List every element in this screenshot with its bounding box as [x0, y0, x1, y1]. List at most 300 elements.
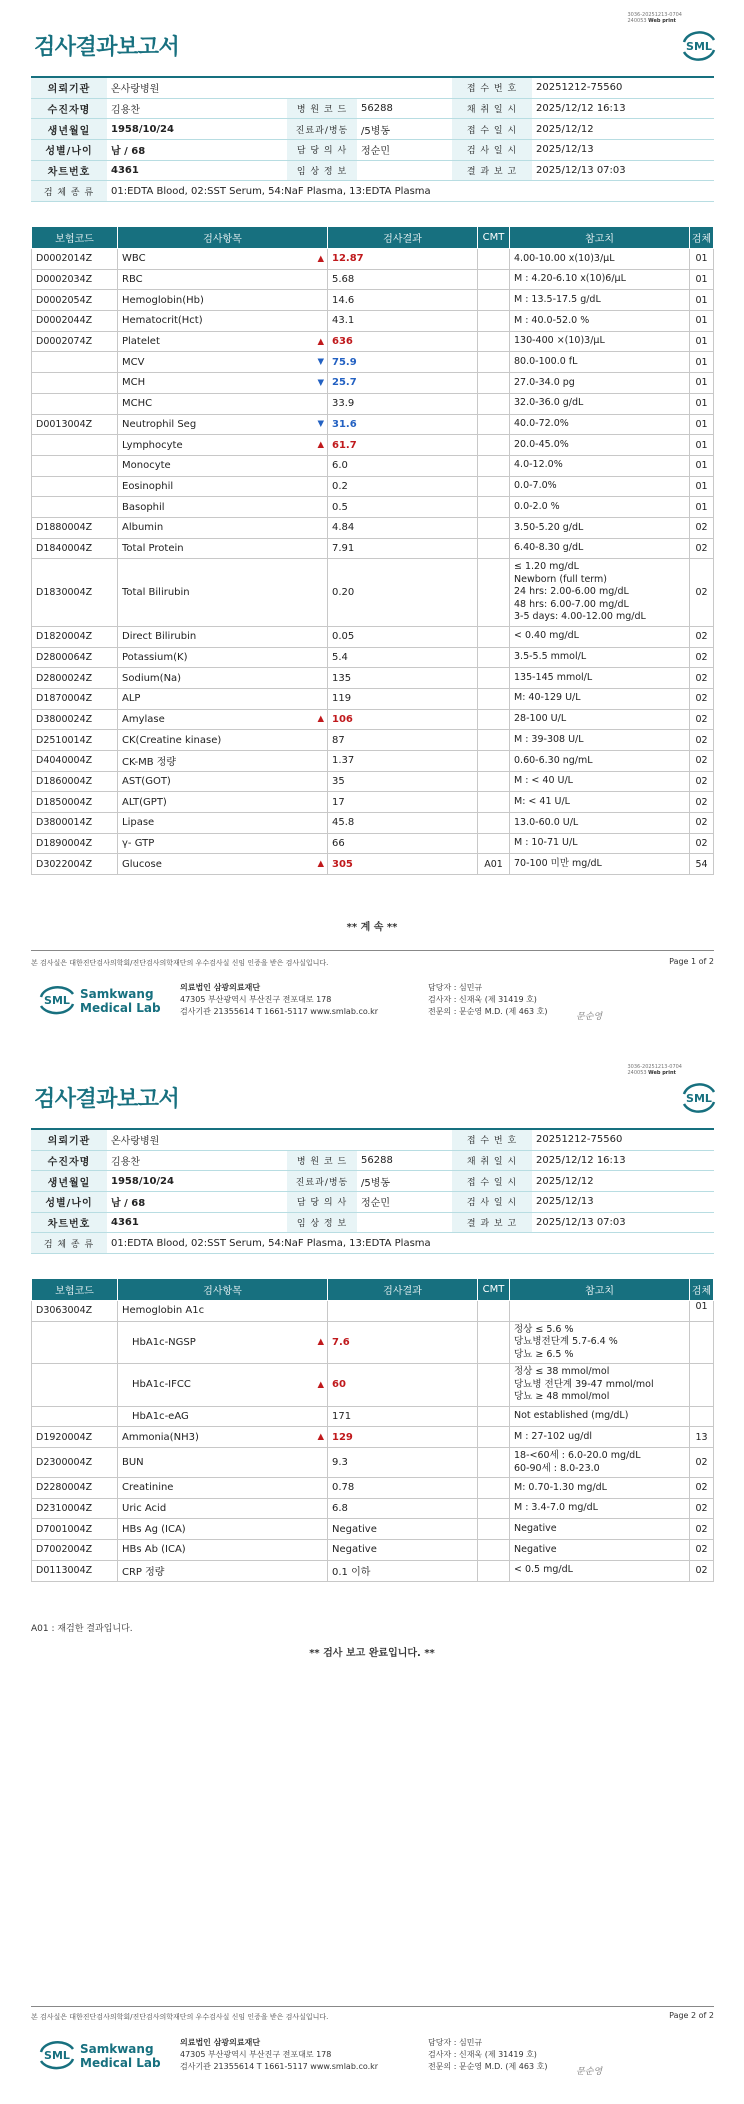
test-item-label: Platelet: [122, 336, 160, 348]
table-row: [32, 331, 714, 352]
test-item: [118, 1498, 328, 1519]
table-row: [32, 771, 714, 792]
table-row: [32, 833, 714, 854]
table-row: [32, 311, 714, 332]
reference-range: < 0.40 mg/dL: [510, 626, 690, 647]
test-item: [118, 709, 328, 730]
test-result: [328, 1301, 478, 1322]
patient-info-table: 의뢰기관 온사랑병원 접 수 번 호 20251212-75560 수진자명 김용찬 병 원 코 드 56288 채 취 일 시 2025/12/12 16:13 생년월일 1958/10/24 진료과/병동 /5병동 접 수 일 시 2025/12/12 성별/나이 남 / 68 담 당 의 사 정순민 검 사 일 시 2025/12/13 차트번호 4361 임 상 정 보 결 과 보 고 2025/12/13 07:03 검 체 종 류 01:EDTA Blood, 02:SST Serum, 54:NaF Plasma, 13:EDTA Plasma: [31, 1128, 714, 1254]
reference-range: 정상 ≤ 5.6 % 당뇨병전단계 5.7-6.4 % 당뇨 ≥ 6.5 %: [510, 1321, 690, 1364]
table-row: [32, 559, 714, 627]
test-item: [118, 1448, 328, 1478]
test-item-label: ALT(GPT): [122, 796, 167, 808]
chart-number: 4361: [107, 1212, 287, 1233]
test-item-label: BUN: [122, 1457, 144, 1469]
reference-range: M: 0.70-1.30 mg/dL: [510, 1478, 690, 1499]
test-item: [118, 688, 328, 709]
report-title: 검사결과보고서: [34, 35, 180, 60]
reference-range: Negative: [510, 1519, 690, 1540]
test-item-label: CRP 정량: [122, 1567, 165, 1579]
reference-range: 4.0-12.0%: [510, 455, 690, 476]
comment-code: [478, 559, 510, 627]
test-item-label: Direct Bilirubin: [122, 631, 197, 643]
test-item-label: Monocyte: [122, 460, 171, 472]
comment-code: [478, 1478, 510, 1499]
reference-range: 0.60-6.30 ng/mL: [510, 750, 690, 771]
lab-name: Samkwang Medical Lab: [80, 987, 161, 1015]
specimen-code: 02: [690, 730, 714, 751]
test-result: 14.6: [328, 290, 478, 311]
comment-code: [478, 1519, 510, 1540]
report-page-2: [0, 1052, 744, 2104]
reference-range: M : < 40 U/L: [510, 771, 690, 792]
specimen-code: 01: [690, 249, 714, 270]
test-result: 305: [328, 854, 478, 875]
specimen-code: 02: [690, 813, 714, 834]
table-row: [32, 1478, 714, 1499]
reference-range: 40.0-72.0%: [510, 414, 690, 435]
test-item-label: HbA1c-eAG: [132, 1411, 189, 1423]
reference-range: M : 39-308 U/L: [510, 730, 690, 751]
certification-note: 본 검사실은 대한진단검사의학회/진단검사의학재단의 우수검사실 신임 인증을 받은 검사실입니다.: [31, 959, 329, 967]
reference-range: 130-400 ×(10)3/μL: [510, 331, 690, 352]
comment-code: [478, 249, 510, 270]
reference-range: 80.0-100.0 fL: [510, 352, 690, 373]
doctor: 정순민: [357, 1192, 452, 1213]
specimen-code: 02: [690, 1560, 714, 1581]
print-code: 3036-20251213-0704 240053 Web print: [627, 12, 682, 24]
test-item: [118, 373, 328, 394]
test-result: 636: [328, 331, 478, 352]
comment-code: [478, 1406, 510, 1427]
table-row: [32, 1406, 714, 1427]
test-item: [118, 833, 328, 854]
reference-range: 0.0-7.0%: [510, 476, 690, 497]
table-row: [32, 709, 714, 730]
insurance-code: [32, 455, 118, 476]
signature: 문순영: [576, 2067, 603, 2077]
table-row: [32, 730, 714, 751]
specimen-code: 02: [690, 1540, 714, 1561]
test-item: [118, 1427, 328, 1448]
comment-code: [478, 1427, 510, 1448]
specimen-code: 02: [690, 709, 714, 730]
insurance-code: D1820004Z: [32, 626, 118, 647]
results-table: 보험코드 검사항목 검사결과 CMT 참고치 검체 D3063004Z Hemoglobin A1c 01 HbA1c-NGSP ▲ 7.6 정상 ≤ 5.6 % 당뇨병전단계 5.7-6.4 % 당뇨 ≥ 6.5 % HbA1c-IFCC ▲ 60 정상 ≤ 38 mmol/mol 당뇨병 전단계 39-47 mmol/mol 당뇨 ≥ 48 mmol/mol HbA1c-eAG 171 Not established (mg/dL) D1920004Z Ammonia(NH3) ▲ 129 M : 27-102 ug/dl 13 D2300004Z BUN 9.3 18-<60세 : 6.0-20.0 mg/dL 60-90세 : 8.0-23.0 02 D2280004Z Creatinine 0.78 M: 0.70-1.30 mg/dL 02 D2310004Z Uric Acid 6.8 M : 3.4-7.0 mg/dL 02 D7001004Z HBs Ag (ICA) Negative Negative 02 D7002004Z HBs Ab (ICA) Negative Negative 02 D0113004Z CRP 정량 0.1 이하 < 0.5 mg/dL 02: [31, 1278, 714, 1582]
reference-range: M : 4.20-6.10 x(10)6/μL: [510, 269, 690, 290]
test-item-label: Basophil: [122, 501, 165, 513]
lab-name: Samkwang Medical Lab: [80, 2042, 161, 2070]
test-result: 119: [328, 688, 478, 709]
test-item: [118, 1540, 328, 1561]
test-result: 0.2: [328, 476, 478, 497]
specimen-code: [690, 1364, 714, 1407]
test-item-label: Sodium(Na): [122, 672, 182, 684]
comment-code: [478, 290, 510, 311]
reference-range: < 0.5 mg/dL: [510, 1560, 690, 1581]
collection-time: 2025/12/12 16:13: [532, 98, 714, 119]
test-item-label: Lipase: [122, 817, 155, 829]
specimen-code: 02: [690, 688, 714, 709]
test-result: 5.68: [328, 269, 478, 290]
table-row: [32, 813, 714, 834]
test-result: 0.78: [328, 1478, 478, 1499]
test-result: Negative: [328, 1540, 478, 1561]
test-result: 45.8: [328, 813, 478, 834]
receipt-number: 20251212-75560: [532, 77, 714, 98]
clinical-info: [357, 1212, 452, 1233]
complete-text: ** 검사 보고 완료입니다. **: [309, 1648, 435, 1659]
insurance-code: D1870004Z: [32, 688, 118, 709]
test-result: 75.9: [328, 352, 478, 373]
comment-code: [478, 1540, 510, 1561]
test-item-label: Neutrophil Seg: [122, 418, 197, 430]
insurance-code: D1830004Z: [32, 559, 118, 627]
comment-code: [478, 771, 510, 792]
test-item: [118, 311, 328, 332]
high-flag-icon: ▲: [317, 336, 324, 347]
test-item: [118, 813, 328, 834]
test-item: [118, 538, 328, 559]
report-time: 2025/12/13 07:03: [532, 160, 714, 181]
test-item: [118, 771, 328, 792]
test-result: 87: [328, 730, 478, 751]
test-result: Negative: [328, 1519, 478, 1540]
test-item: [118, 290, 328, 311]
sml-footer-logo-icon: [37, 2040, 77, 2070]
table-row: [32, 249, 714, 270]
test-result: 135: [328, 668, 478, 689]
signers: 담당자 : 심민규 검사자 : 신재욱 (제 31419 호) 전문의 : 문순영 M.D. (제 463 호): [428, 983, 548, 1016]
test-item-label: Glucose: [122, 858, 162, 870]
table-row: [32, 688, 714, 709]
table-row: [32, 373, 714, 394]
reference-range: M : 40.0-52.0 %: [510, 311, 690, 332]
table-row: [32, 476, 714, 497]
reference-range: 18-<60세 : 6.0-20.0 mg/dL 60-90세 : 8.0-23.0: [510, 1448, 690, 1478]
high-flag-icon: ▲: [317, 1432, 324, 1443]
test-item: [118, 1364, 328, 1407]
reference-range: 13.0-60.0 U/L: [510, 813, 690, 834]
reference-range: M: < 41 U/L: [510, 792, 690, 813]
insurance-code: D0002034Z: [32, 269, 118, 290]
specimen-code: 02: [690, 1478, 714, 1499]
table-row: [32, 393, 714, 414]
test-date: 2025/12/13: [532, 140, 714, 161]
insurance-code: D1880004Z: [32, 517, 118, 538]
table-row: [32, 517, 714, 538]
continue-text: ** 계 속 **: [346, 922, 398, 933]
comment-code: [478, 626, 510, 647]
comment-code: [478, 393, 510, 414]
test-result: 6.0: [328, 455, 478, 476]
reference-range: 3.5-5.5 mmol/L: [510, 647, 690, 668]
specimen-code: 02: [690, 647, 714, 668]
specimen-code: 01: [690, 311, 714, 332]
test-item: [118, 1301, 328, 1322]
insurance-code: D7001004Z: [32, 1519, 118, 1540]
test-result: 35: [328, 771, 478, 792]
test-item: [118, 497, 328, 518]
patient-name: 김용찬: [107, 1150, 287, 1171]
doctor: 정순민: [357, 140, 452, 161]
test-item-label: ALP: [122, 693, 141, 705]
test-item: [118, 668, 328, 689]
birth-date: 1958/10/24: [107, 119, 287, 140]
test-item: [118, 1519, 328, 1540]
test-result: 129: [328, 1427, 478, 1448]
insurance-code: [32, 435, 118, 456]
test-item-label: Creatinine: [122, 1482, 174, 1494]
specimen-code: 01: [690, 352, 714, 373]
test-result: 171: [328, 1406, 478, 1427]
insurance-code: D2800064Z: [32, 647, 118, 668]
reference-range: 135-145 mmol/L: [510, 668, 690, 689]
test-item: [118, 435, 328, 456]
results-table: 보험코드 검사항목 검사결과 CMT 참고치 검체 D0002014Z WBC ▲ 12.87 4.00-10.00 x(10)3/μL 01 D0002034Z RBC 5.68 M : 4.20-6.10 x(10)6/μL 01 D0002054Z Hemoglobin(Hb) 14.6 M : 13.5-17.5 g/dL 01 D0002044Z Hematocrit(Hct) 43.1 M : 40.0-52.0 % 01 D0002074Z Platelet ▲ 636 130-400 ×(10)3/μL 01 MCV ▼ 75.9 80.0-100.0 fL 01 MCH ▼ 25.7 27.0-34.0 pg 01 MCHC 33.9 32.0-36.0 g/dL 01 D0013004Z Neutrophil Seg ▼ 31.6 40.0-72.0% 01 Lymphocyte ▲ 61.7 20.0-45.0% 01 Monocyte 6.0 4.0-12.0% 01 Eosinophil 0.2 0.0-7.0% 01 Basophil 0.5 0.0-2.0 % 01 D1880004Z Albumin 4.84 3.50-5.20 g/dL 02 D1840004Z Total Protein 7.91 6.40-8.30 g/dL 02 D1830004Z Total Bilirubin 0.20 ≤ 1.20 mg/dL Newborn (full term) 24 hrs: 2.00-6.00 mg/dL 48 hrs: 6.00-7.00 mg/dL 3-5 days: 4.00-12.00 mg/dL 02 D1820004Z Direct Bilirubin 0.05 < 0.40 mg/dL 02 D2800064Z Potassium(K) 5.4 3.5-5.5 mmol/L 02 D2800024Z Sodium(Na) 135 135-145 mmol/L 02 D1870004Z ALP 119 M: 40-129 U/L 02 D3800024Z Amylase ▲ 106 28-100 U/L 02 D2510014Z CK(Creatine kinase) 87 M : 39-308 U/L 02 D4040004Z CK-MB 정량 1.37 0.60-6.30 ng/mL 02 D1860004Z AST(GOT) 35 M : < 40 U/L 02 D1850004Z ALT(GPT) 17 M: < 41 U/L 02 D3800014Z Lipase 45.8 13.0-60.0 U/L 02 D1890004Z γ- GTP 66 M : 10-71 U/L 02 D3022004Z Glucose ▲ 305 A01 70-100 미만 mg/dL 54: [31, 226, 714, 875]
table-row: [32, 269, 714, 290]
hospital-code: 56288: [357, 98, 452, 119]
test-result: 7.6: [328, 1321, 478, 1364]
signature: 문순영: [576, 1012, 603, 1022]
table-row: [32, 1540, 714, 1561]
sex-age: 남 / 68: [107, 1192, 287, 1213]
test-item: [118, 249, 328, 270]
test-result: 12.87: [328, 249, 478, 270]
table-row: [32, 497, 714, 518]
reference-range: 27.0-34.0 pg: [510, 373, 690, 394]
test-item: [118, 1560, 328, 1581]
low-flag-icon: ▼: [317, 377, 324, 388]
table-row: [32, 1560, 714, 1581]
table-row: [32, 647, 714, 668]
sml-logo-icon: [678, 30, 720, 62]
specimen-code: 01: [690, 414, 714, 435]
test-item: [118, 393, 328, 414]
test-item-label: MCH: [122, 377, 146, 389]
specimen-code: 02: [690, 559, 714, 627]
comment-code: [478, 1364, 510, 1407]
comment-code: [478, 813, 510, 834]
specimen-code: 02: [690, 668, 714, 689]
insurance-code: D2800024Z: [32, 668, 118, 689]
high-flag-icon: ▲: [317, 1337, 324, 1348]
test-item-label: Ammonia(NH3): [122, 1431, 199, 1443]
test-result: 0.20: [328, 559, 478, 627]
sex-age: 남 / 68: [107, 140, 287, 161]
patient-info-table: 의뢰기관 온사랑병원 접 수 번 호 20251212-75560 수진자명 김용찬 병 원 코 드 56288 채 취 일 시 2025/12/12 16:13 생년월일 1958/10/24 진료과/병동 /5병동 접 수 일 시 2025/12/12 성별/나이 남 / 68 담 당 의 사 정순민 검 사 일 시 2025/12/13 차트번호 4361 임 상 정 보 결 과 보 고 2025/12/13 07:03 검 체 종 류 01:EDTA Blood, 02:SST Serum, 54:NaF Plasma, 13:EDTA Plasma: [31, 76, 714, 202]
comment-code: [478, 435, 510, 456]
institution: 온사랑병원: [107, 1129, 452, 1150]
table-row: [32, 1427, 714, 1448]
comment-code: A01: [478, 854, 510, 875]
test-result: 0.1 이하: [328, 1560, 478, 1581]
insurance-code: D7002004Z: [32, 1540, 118, 1561]
table-row: [32, 1498, 714, 1519]
insurance-code: D2510014Z: [32, 730, 118, 751]
comment-code: [478, 1448, 510, 1478]
specimen-code: 02: [690, 750, 714, 771]
comment-code: [478, 517, 510, 538]
test-item: [118, 750, 328, 771]
specimen-code: 01: [690, 497, 714, 518]
reference-range: M : 3.4-7.0 mg/dL: [510, 1498, 690, 1519]
table-row: [32, 668, 714, 689]
test-result: 9.3: [328, 1448, 478, 1478]
test-result: 25.7: [328, 373, 478, 394]
test-item-label: Albumin: [122, 522, 164, 534]
specimen-code: 02: [690, 1448, 714, 1478]
test-result: 0.05: [328, 626, 478, 647]
specimen-code: [690, 1406, 714, 1427]
test-item-label: MCV: [122, 356, 145, 368]
test-item-label: CK-MB 정량: [122, 757, 177, 769]
insurance-code: [32, 393, 118, 414]
test-item: [118, 455, 328, 476]
page-number: Page 1 of 2: [669, 957, 714, 966]
test-result: 106: [328, 709, 478, 730]
test-result: 7.91: [328, 538, 478, 559]
report-time: 2025/12/13 07:03: [532, 1212, 714, 1233]
table-row: [32, 414, 714, 435]
test-item: [118, 854, 328, 875]
comment-code: [478, 647, 510, 668]
test-item-label: Amylase: [122, 713, 165, 725]
test-item: [118, 647, 328, 668]
comment-code: [478, 269, 510, 290]
insurance-code: D3022004Z: [32, 854, 118, 875]
insurance-code: [32, 476, 118, 497]
comment-code: [478, 792, 510, 813]
specimen-code: 13: [690, 1427, 714, 1448]
test-item: [118, 269, 328, 290]
test-result: 60: [328, 1364, 478, 1407]
test-item-label: Total Protein: [122, 542, 184, 554]
comment-code: [478, 1560, 510, 1581]
test-item: [118, 1478, 328, 1499]
insurance-code: [32, 1406, 118, 1427]
specimen-code: 02: [690, 833, 714, 854]
comment-code: [478, 455, 510, 476]
certification-note: 본 검사실은 대한진단검사의학회/진단검사의학재단의 우수검사실 신임 인증을 받은 검사실입니다.: [31, 2013, 329, 2021]
table-row: [32, 455, 714, 476]
svg-text:SML: SML: [686, 1092, 712, 1105]
reference-range: [510, 1301, 690, 1322]
table-row: [32, 1301, 714, 1322]
comment-code: [478, 730, 510, 751]
test-item-label: HbA1c-IFCC: [132, 1379, 191, 1391]
test-item-label: HbA1c-NGSP: [132, 1336, 196, 1348]
test-item-label: Total Bilirubin: [122, 587, 190, 599]
report-title: 검사결과보고서: [34, 1087, 180, 1112]
test-item: [118, 730, 328, 751]
table-row: [32, 1519, 714, 1540]
reference-range: 6.40-8.30 g/dL: [510, 538, 690, 559]
test-result: 33.9: [328, 393, 478, 414]
insurance-code: [32, 1364, 118, 1407]
test-result: 6.8: [328, 1498, 478, 1519]
reference-range: 정상 ≤ 38 mmol/mol 당뇨병 전단계 39-47 mmol/mol 당뇨 ≥ 48 mmol/mol: [510, 1364, 690, 1407]
receipt-date: 2025/12/12: [532, 1171, 714, 1192]
specimen-types: 01:EDTA Blood, 02:SST Serum, 54:NaF Plasma, 13:EDTA Plasma: [107, 1233, 714, 1254]
reference-range: 32.0-36.0 g/dL: [510, 393, 690, 414]
reference-range: ≤ 1.20 mg/dL Newborn (full term) 24 hrs: 2.00-6.00 mg/dL 48 hrs: 6.00-7.00 mg/dL 3-5 days: 4.00-12.00 mg/dL: [510, 559, 690, 627]
test-item: [118, 476, 328, 497]
specimen-code: 01: [690, 435, 714, 456]
test-item: [118, 1406, 328, 1427]
hospital-code: 56288: [357, 1150, 452, 1171]
insurance-code: [32, 497, 118, 518]
comment-code: [478, 414, 510, 435]
birth-date: 1958/10/24: [107, 1171, 287, 1192]
clinical-info: [357, 160, 452, 181]
test-item-label: Potassium(K): [122, 651, 188, 663]
svg-text:SML: SML: [44, 994, 70, 1007]
comment-code: [478, 497, 510, 518]
insurance-code: D2280004Z: [32, 1478, 118, 1499]
specimen-code: 01: [690, 290, 714, 311]
comment-code: [478, 1498, 510, 1519]
test-item: [118, 517, 328, 538]
test-item-label: Uric Acid: [122, 1503, 167, 1515]
test-item: [118, 626, 328, 647]
reference-range: Negative: [510, 1540, 690, 1561]
specimen-types: 01:EDTA Blood, 02:SST Serum, 54:NaF Plasma, 13:EDTA Plasma: [107, 181, 714, 202]
table-row: [32, 750, 714, 771]
receipt-number: 20251212-75560: [532, 1129, 714, 1150]
receipt-date: 2025/12/12: [532, 119, 714, 140]
reference-range: 28-100 U/L: [510, 709, 690, 730]
insurance-code: D4040004Z: [32, 750, 118, 771]
insurance-code: D3063004Z: [32, 1301, 118, 1322]
specimen-code: 02: [690, 771, 714, 792]
insurance-code: D0002044Z: [32, 311, 118, 332]
insurance-code: D1890004Z: [32, 833, 118, 854]
comment-code: [478, 709, 510, 730]
specimen-code: 02: [690, 792, 714, 813]
insurance-code: D1920004Z: [32, 1427, 118, 1448]
table-row: [32, 352, 714, 373]
test-item: [118, 352, 328, 373]
test-result: 43.1: [328, 311, 478, 332]
specimen-code: 02: [690, 1519, 714, 1540]
specimen-code: 02: [690, 626, 714, 647]
test-item-label: MCHC: [122, 398, 153, 410]
specimen-code: 01: [690, 331, 714, 352]
collection-time: 2025/12/12 16:13: [532, 1150, 714, 1171]
insurance-code: D3800024Z: [32, 709, 118, 730]
test-item-label: Hemoglobin(Hb): [122, 294, 204, 306]
specimen-code: 01: [690, 455, 714, 476]
test-result: 61.7: [328, 435, 478, 456]
test-result: 31.6: [328, 414, 478, 435]
insurance-code: D1840004Z: [32, 538, 118, 559]
insurance-code: D0013004Z: [32, 414, 118, 435]
high-flag-icon: ▲: [317, 859, 324, 870]
low-flag-icon: ▼: [317, 357, 324, 368]
test-item-label: Eosinophil: [122, 480, 174, 492]
reference-range: 3.50-5.20 g/dL: [510, 517, 690, 538]
table-row: [32, 792, 714, 813]
sml-footer-logo-icon: [37, 985, 77, 1015]
sml-logo-icon: [678, 1082, 720, 1114]
test-item-label: RBC: [122, 274, 143, 286]
department: /5병동: [357, 119, 452, 140]
test-item-label: Hematocrit(Hct): [122, 315, 203, 327]
print-code: 3036-20251213-0704 240053 Web print: [627, 1064, 682, 1076]
specimen-code: 01: [690, 269, 714, 290]
comment-code: [478, 373, 510, 394]
